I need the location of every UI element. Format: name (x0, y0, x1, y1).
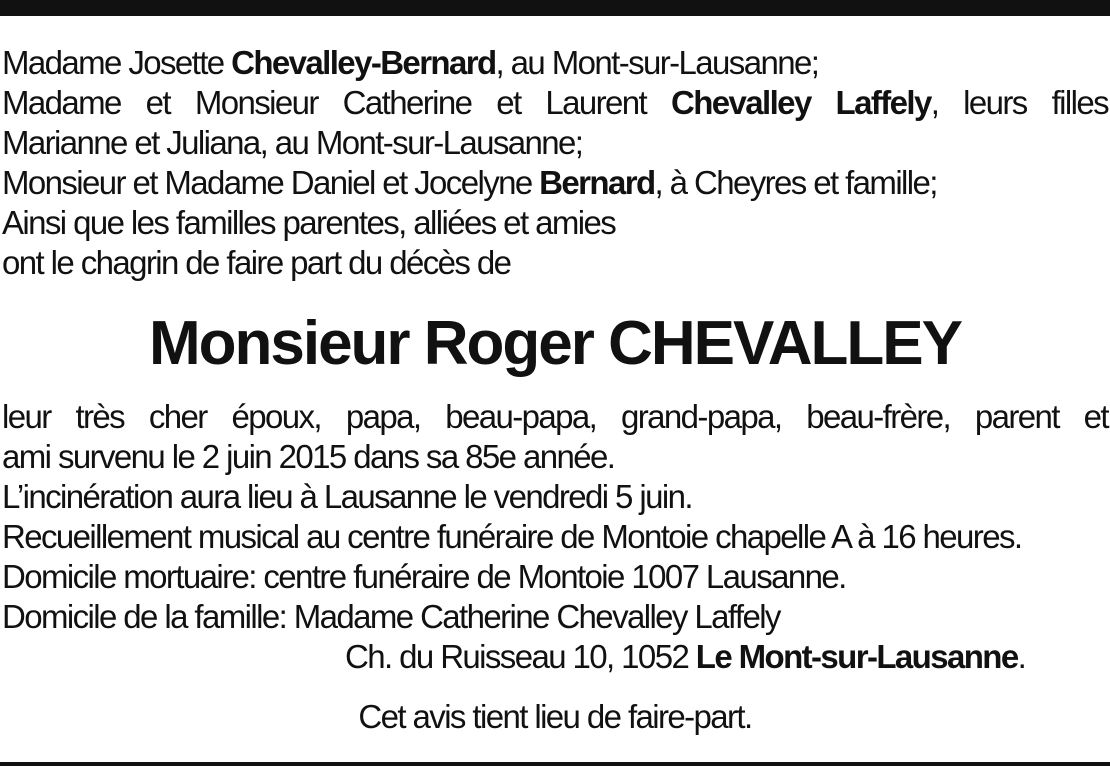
address-locality: Le Mont-sur-Lausanne (695, 638, 1018, 675)
family-line: Marianne et Juliana, au Mont-sur-Lausanne; (2, 124, 583, 161)
family-line: Ainsi que les familles parentes, alliées et amies (2, 204, 616, 241)
deceased-name: Monsieur Roger CHEVALLEY (148, 309, 962, 378)
family-name-bold: Chevalley-Bernard (231, 44, 496, 81)
details-line: Domicile de la famille: Madame Catherine Chevalley Laffely (2, 598, 780, 635)
details-line: L’incinération aura lieu à Lausanne le vendredi 5 juin. (2, 478, 692, 515)
family-line: Madame et Monsieur Catherine et Laurent Chevalley Laffely, leurs filles (2, 84, 1108, 121)
details-line: Domicile mortuaire: centre funéraire de Montoie 1007 Lausanne. (2, 558, 846, 595)
details-line: leur très cher époux, papa, beau-papa, grand-papa, beau-frère, parent et (2, 398, 1108, 435)
top-rule (0, 0, 1110, 16)
details-line: Recueillement musical au centre funéraire de Montoie chapelle A à 16 heures. (2, 518, 1022, 555)
family-line: Monsieur et Madame Daniel et Jocelyne Bernard, à Cheyres et famille; (2, 164, 937, 201)
closing-note: Cet avis tient lieu de faire-part. (358, 698, 752, 735)
family-line: Madame Josette Chevalley-Bernard, au Mont-sur-Lausanne; (2, 44, 819, 81)
family-name-bold: Bernard (539, 164, 655, 201)
details-line: ami survenu le 2 juin 2015 dans sa 85e année. (2, 438, 615, 475)
family-line: ont le chagrin de faire part du décès de (2, 244, 511, 281)
family-name-bold: Chevalley Laffely (671, 84, 931, 121)
family-block (2, 43, 1108, 283)
details-block (2, 397, 1108, 677)
family-address: Ch. du Ruisseau 10, 1052 Le Mont-sur-Lausanne. (345, 638, 1026, 675)
bottom-rule (0, 762, 1110, 766)
